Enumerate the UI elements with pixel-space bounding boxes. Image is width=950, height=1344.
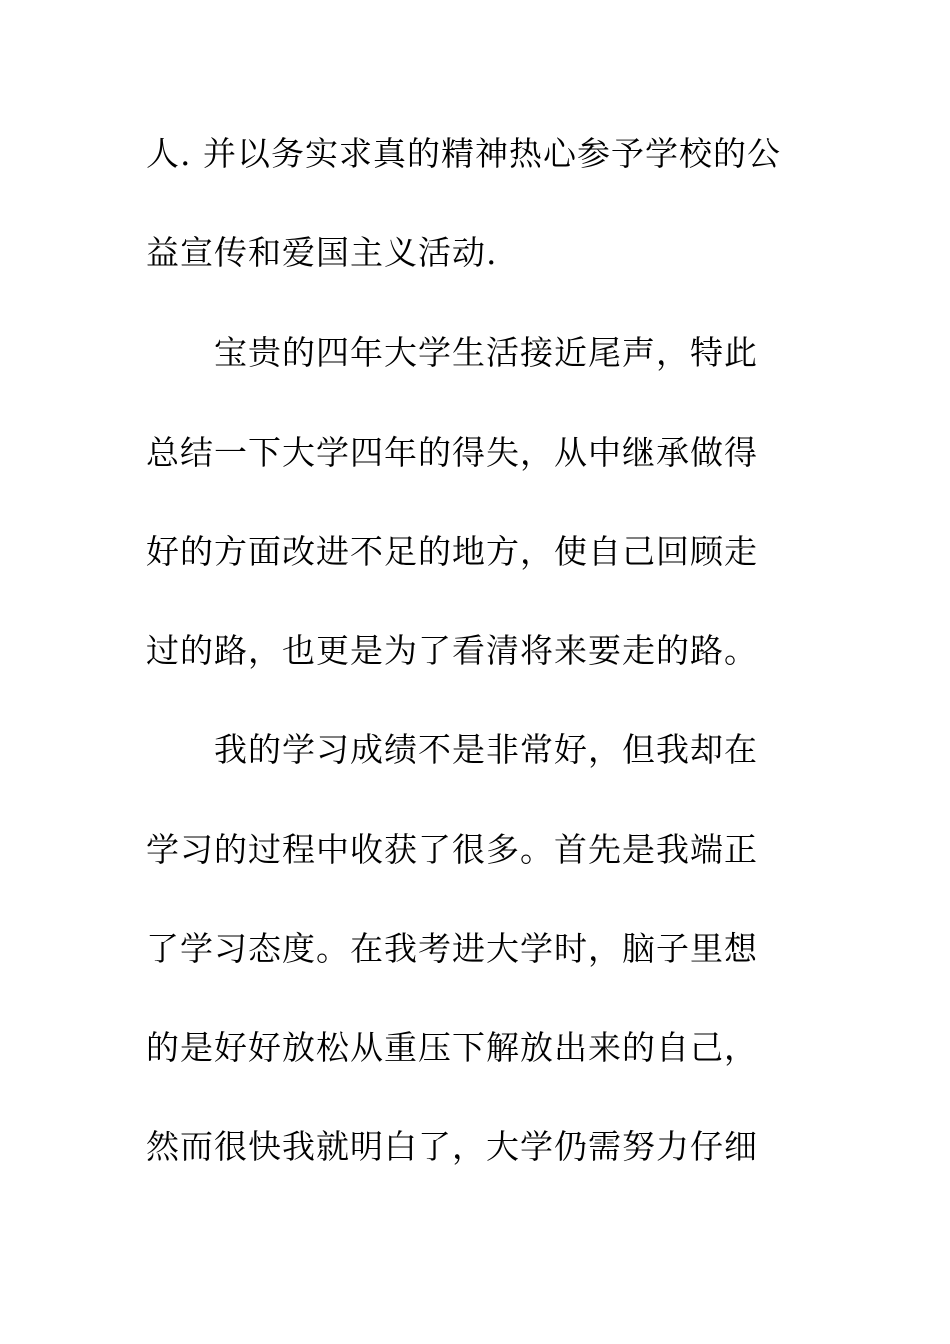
text-line: 学习的过程中收获了很多。首先是我端正 xyxy=(146,830,758,869)
text-line: 过的路，也更是为了看清将来要走的路。 xyxy=(146,631,758,670)
text-line: 然而很快我就明白了，大学仍需努力仔细 xyxy=(146,1127,758,1166)
text-line: 益宣传和爱国主义活动. xyxy=(146,233,498,272)
paragraph-first-line: 我的学习成绩不是非常好，但我却在 xyxy=(214,730,758,769)
text-line: 好的方面改进不足的地方，使自己回顾走 xyxy=(146,532,758,571)
text-line: 了学习态度。在我考进大学时，脑子里想 xyxy=(146,929,758,968)
paragraph-first-line: 宝贵的四年大学生活接近尾声，特此 xyxy=(214,333,758,372)
text-line: 总结一下大学四年的得失，从中继承做得 xyxy=(146,433,758,472)
text-line: 人. 并以务实求真的精神热心参予学校的公 xyxy=(146,134,781,173)
text-line: 的是好好放松从重压下解放出来的自己， xyxy=(146,1028,758,1067)
